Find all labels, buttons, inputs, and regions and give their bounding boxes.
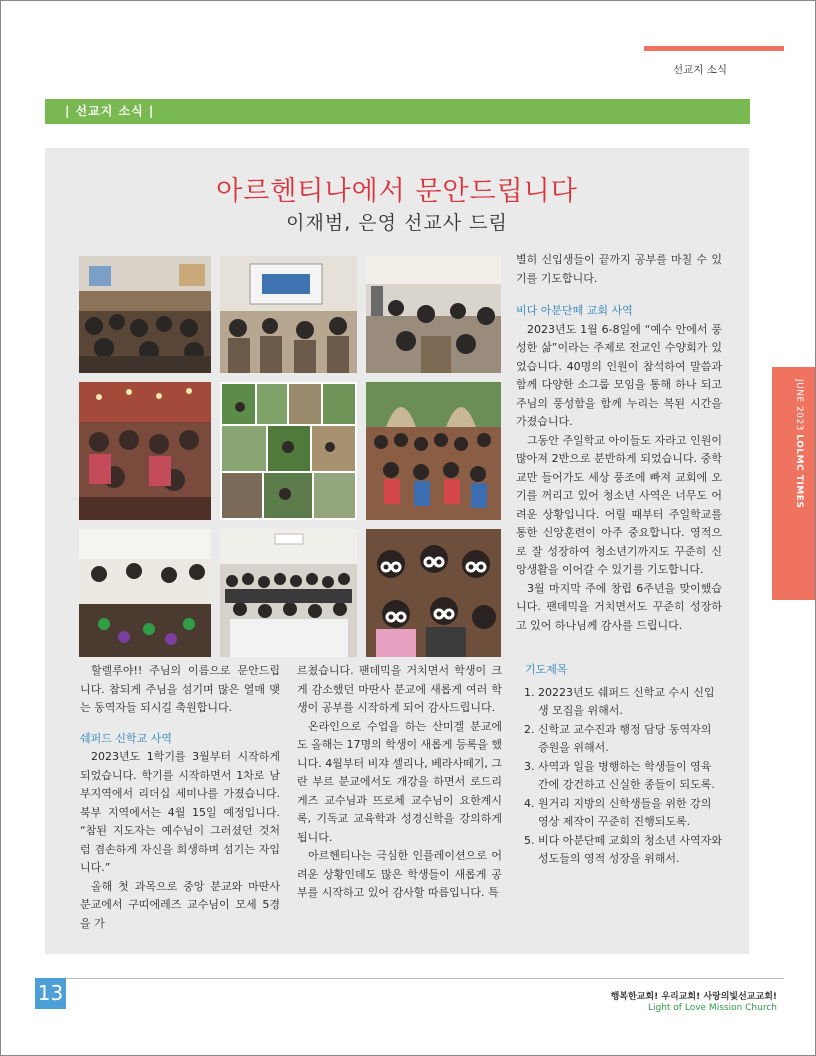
paragraph: 그동안 주일학교 아이들도 자라고 인원이 많아져 2반으로 분반하게 되었습니다. 중학교만 들어가도 세상 풍조에 빠져 교회에 오기를 꺼리고 있어 청소년 사역은 너무도 어려운 상황입니다. 어릴 때부터 주일학교를 통한 신앙훈련이 아주 중요합니다. 영적으로 잘 성장하여 청소년기까지도 꾸준히 신앙생활을 이어갈 수 있기를 기도합니다. <box>516 433 722 576</box>
article-column-1 <box>80 662 280 933</box>
list-text: 비다 아분단떼 교회의 청소년 사역자와 성도들의 영적 성장을 위해서. <box>538 833 723 865</box>
prayer-heading: 기도제목 <box>525 663 568 676</box>
list-number: 3. <box>524 759 535 773</box>
paragraph: 할렐루야!! 주님의 이름으로 문안드립니다. 참되게 주님을 섬기며 많은 열매 맺는 동역자들 되시길 축원합니다. <box>80 664 280 714</box>
list-number: 4. <box>524 796 535 810</box>
paragraph: 2023년도 1월 6-8일에 “예수 안에서 풍성한 삶”이라는 주제로 전교인 수양회가 있었습니다. 40명의 인원이 참석하여 말씀과 함께 다양한 소그룹 모임을 통해 하나 되고 주님의 풍성함을 함께 누리는 복된 시간을 가졌습니다. <box>516 322 722 428</box>
photo-church-group <box>220 529 357 657</box>
header-accent-bar <box>644 46 784 51</box>
publication-name: LOLMC TIMES <box>794 434 804 509</box>
photo-meal-fellowship <box>79 529 211 657</box>
list-item <box>516 684 722 721</box>
article-column-3 <box>516 251 722 869</box>
header-section-label: 선교지 소식 <box>673 64 728 76</box>
photo-youth-group <box>366 382 501 520</box>
list-item <box>516 758 722 795</box>
list-text: 원거리 지방의 신학생들을 위한 강의 영상 제작이 꾸준히 진행되도록. <box>538 796 712 828</box>
section-heading: 쉐퍼드 신학교 사역 <box>80 731 173 745</box>
photo-children-glasses <box>366 529 501 657</box>
photo-classroom-screen <box>220 256 357 373</box>
photo-women-gathering <box>79 382 211 520</box>
footer-church-name: Light of Love Mission Church <box>647 1003 777 1013</box>
list-item <box>516 721 722 758</box>
article-subtitle: 이재범, 은영 선교사 드림 <box>286 212 508 234</box>
side-tab-label <box>784 379 804 589</box>
issue-date: JUNE 2023 <box>794 379 804 431</box>
paragraph: 별히 신입생들이 끝까지 공부를 마칠 수 있기를 기도합니다. <box>516 253 722 285</box>
photo-collage-grid <box>220 382 357 520</box>
list-text: 사역과 일을 병행하는 학생들이 영육 간에 강건하고 신실한 종들이 되도록. <box>538 759 715 791</box>
footer-divider <box>35 978 784 979</box>
list-number: 5. <box>524 833 535 847</box>
photo-lecture-room <box>366 256 501 373</box>
list-text: 신학교 교수진과 행정 담당 동역자의 증원을 위해서. <box>538 722 712 754</box>
footer-slogan: 행복한교회! 우리교회! 사랑의빛선교교회! <box>610 992 777 1002</box>
list-number: 2. <box>524 722 535 736</box>
prayer-list <box>516 684 722 869</box>
paragraph: 아르헨티나는 극심한 인플레이션으로 어려운 상황인데도 많은 학생들이 새롭게 공부를 시작하고 있어 감사할 따름입니다. 특 <box>297 849 502 899</box>
list-text: 20223년도 쉐퍼드 신학교 수시 신입생 모집을 위해서. <box>538 685 715 717</box>
list-item <box>516 795 722 832</box>
list-item <box>516 832 722 869</box>
section-band: | 선교지 소식 | <box>45 99 750 124</box>
paragraph: 온라인으로 수업을 하는 산미겔 분교에도 올해는 17명의 학생이 새롭게 등록을 했니다. 4월부터 비쟈 셀리나, 베라사떼기, 그란 부르 분교에서도 개강을 하면서 로드리게즈 교수님과 뜨로체 교수님이 요한계시록, 기독교 교육학과 성경신학을 강의하게 됩니다. <box>297 719 502 844</box>
list-number: 1. <box>524 685 535 699</box>
article-title: 아르헨티나에서 문안드립니다 <box>216 176 578 207</box>
section-heading: 비다 아분단떼 교회 사역 <box>516 304 633 317</box>
paragraph: 올해 첫 과목으로 중앙 분교와 마딴사 분교에서 구띠에레즈 교수님이 모세 5경을 가 <box>80 879 280 930</box>
page-number: 13 <box>35 978 66 1009</box>
paragraph: 3월 마지막 주에 창립 6주년을 맞이했습니다. 팬데믹을 거치면서도 꾸준히 성장하고 있어 하나님께 감사를 드립니다. <box>516 581 722 632</box>
paragraph: 2023년도 1학기를 3월부터 시작하게 되었습니다. 학기를 시작하면서 1차로 남부지역에서 리더십 세미나를 가졌습니다. 북부 지역에서는 4월 15일 예정입니다. “참된 지도자는 예수님이 그러셨던 것처럼 겸손하게 자신을 희생하며 섬기는 자입니다.” <box>80 750 280 874</box>
article-column-2 <box>297 662 502 903</box>
photo-congregation-hall <box>79 256 211 373</box>
paragraph: 르쳤습니다. 팬데믹을 거치면서 학생이 크게 감소했던 마딴사 분교에 새롭게 여러 학생이 공부를 시작하게 되어 감사드립니다. <box>297 664 502 714</box>
